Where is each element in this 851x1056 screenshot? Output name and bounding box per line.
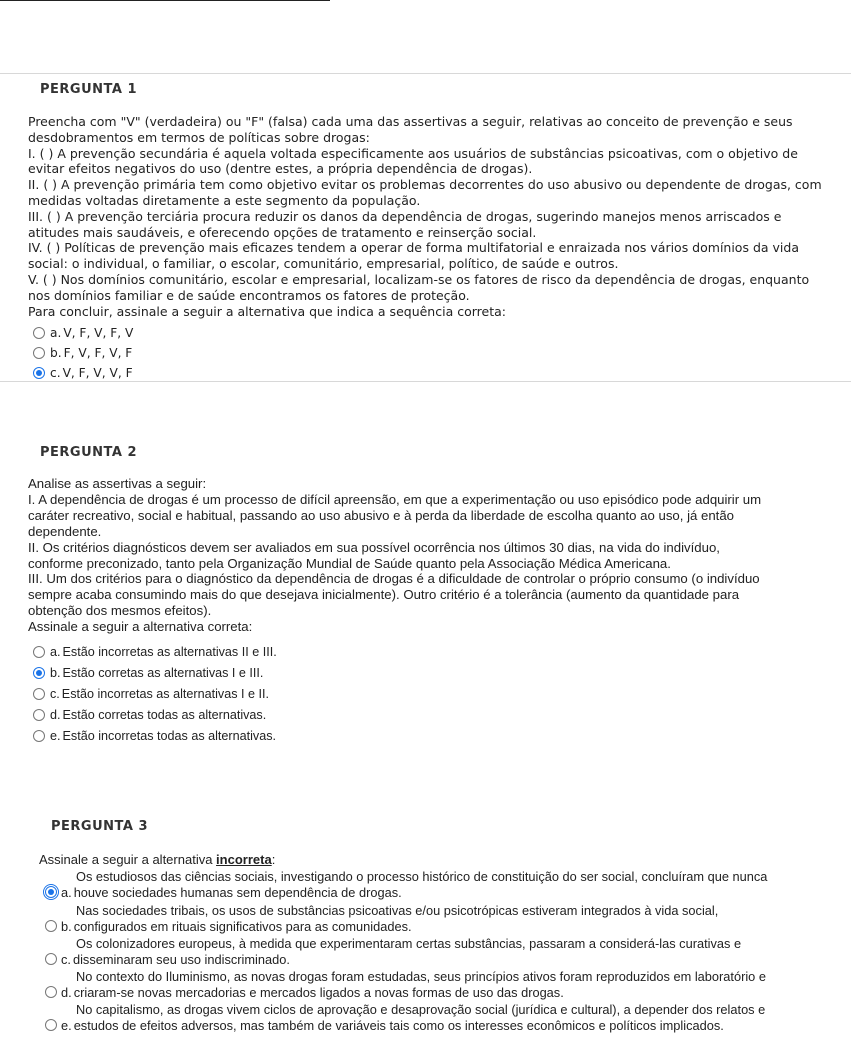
option-letter: d.	[50, 708, 61, 722]
radio-icon[interactable]	[33, 688, 45, 700]
question-2-option-e[interactable]	[33, 729, 276, 743]
question-1-text-line: II. ( ) A prevenção primária tem como objetivo evitar os problemas decorrentes do uso abusivo ou dependente de drogas, com	[28, 177, 822, 193]
option-text-line2: criaram-se novas mercadorias e mercados ligados a novas formas de uso das drogas.	[73, 984, 564, 1000]
option-text-line1: Os estudiosos das ciências sociais, investigando o processo histórico de constituição do ser social, concluíram que nunca	[76, 869, 768, 884]
question-1-text	[28, 114, 828, 319]
question-2-text-line: caráter recreativo, social e habitual, passando ao uso abusivo e à perda da liberdade de escolha quanto ao uso, já então	[28, 507, 735, 523]
question-2-text-line: I. A dependência de drogas é um processo de difícil apreensão, em que a experimentação ou uso episódico pode adquirir um	[28, 491, 762, 507]
option-text: V, F, V, F, V	[63, 326, 134, 340]
radio-icon[interactable]	[33, 709, 45, 721]
question-1-text-line: I. ( ) A prevenção secundária é aquela voltada especificamente aos usuários de substâncias psicoativas, com o objetivo de	[28, 145, 798, 161]
question-1-text-line: nos domínios familiar e de saúde encontramos os fatores de proteção.	[28, 287, 470, 303]
radio-icon[interactable]	[45, 986, 57, 998]
stem-emphasis: incorreta	[216, 852, 272, 867]
option-text: V, F, V, V, F	[62, 366, 133, 380]
question-1-option-c[interactable]	[33, 366, 133, 380]
option-text-line2: houve sociedades humanas sem dependência de drogas.	[73, 884, 402, 900]
question-1-text-line: IV. ( ) Políticas de prevenção mais eficazes tendem a operar de forma multifatorial e enraizada nos vários domínios da vida	[28, 240, 799, 256]
question-3-option-e[interactable]	[45, 1002, 835, 1033]
question-1-option-b[interactable]	[33, 346, 132, 360]
question-1-title: PERGUNTA 1	[40, 82, 138, 97]
radio-icon[interactable]	[45, 1019, 57, 1031]
question-3-option-d[interactable]	[45, 969, 835, 1000]
option-text-line2: configurados em rituais significativos para as comunidades.	[73, 918, 412, 934]
option-text-line2: estudos de efeitos adversos, mas também de variáveis tais como os interesses econômicos e políticos implicados.	[73, 1017, 724, 1033]
question-2-text-line: dependente.	[28, 523, 102, 539]
question-2-text-line: Assinale a seguir a alternativa correta:	[28, 619, 253, 635]
radio-selected-icon[interactable]	[33, 367, 45, 379]
option-text-line1: Nas sociedades tribais, os usos de substâncias psicoativas e/ou psicotrópicas estiveram integrados à vida social,	[76, 903, 719, 918]
question-2-text-line: obtenção dos mesmos efeitos).	[28, 603, 212, 619]
question-2-text-line: conforme preconizado, tanto pela Organização Mundial de Saúde quanto pela Associação Médica Americana.	[28, 555, 671, 571]
section-divider	[0, 73, 851, 74]
option-text: Estão corretas todas as alternativas.	[62, 708, 267, 722]
option-text: Estão incorretas as alternativas I e II.	[61, 687, 269, 701]
option-text: Estão corretas as alternativas I e III.	[62, 666, 264, 680]
question-3-option-b[interactable]	[45, 903, 835, 934]
option-letter: e.	[50, 729, 61, 743]
radio-selected-icon[interactable]	[45, 886, 57, 898]
radio-icon[interactable]	[45, 953, 57, 965]
question-3-option-a[interactable]	[45, 869, 835, 900]
question-2-title: PERGUNTA 2	[40, 445, 138, 460]
question-1-text-line: atitudes mais saudáveis, e oferecendo opções de tratamento e reinserção social.	[28, 224, 537, 240]
question-2-text-line: II. Os critérios diagnósticos devem ser avaliados em sua possível ocorrência nos últimos 30 dias, na vida do indivíduo,	[28, 539, 720, 555]
section-divider	[0, 381, 851, 382]
stem-colon: :	[271, 852, 276, 867]
option-letter: a.	[50, 645, 61, 659]
stem-text: Assinale a seguir a alternativa	[39, 852, 217, 867]
top-rule	[0, 0, 330, 1]
radio-icon[interactable]	[45, 920, 57, 932]
question-2-option-d[interactable]	[33, 708, 266, 722]
option-letter: b.	[61, 918, 72, 934]
radio-icon[interactable]	[33, 347, 45, 359]
option-letter: b.	[50, 666, 61, 680]
question-2-option-c[interactable]	[33, 687, 269, 701]
radio-selected-icon[interactable]	[33, 667, 45, 679]
question-1-text-line: social: o individual, o familiar, o escolar, comunitário, empresarial, político, de saúde e outros.	[28, 256, 619, 272]
question-1-text-line: medidas voltadas diretamente a este segmento da população.	[28, 192, 421, 208]
question-3-stem	[39, 852, 275, 867]
question-1-text-line: Preencha com "V" (verdadeira) ou "F" (falsa) cada uma das assertivas a seguir, relativas ao conceito de prevenção e seus	[28, 114, 793, 129]
question-2-option-a[interactable]	[33, 645, 277, 659]
question-3-option-c[interactable]	[45, 936, 835, 967]
radio-icon[interactable]	[33, 646, 45, 658]
option-letter: c.	[50, 366, 61, 380]
question-1-text-line: III. ( ) A prevenção terciária procura reduzir os danos da dependência de drogas, sugerindo manejos menos arriscados e	[28, 208, 782, 224]
option-text: Estão incorretas as alternativas II e III.	[62, 645, 277, 659]
option-letter: c.	[61, 951, 71, 967]
option-letter: a.	[50, 326, 62, 340]
option-letter: b.	[50, 346, 62, 360]
option-letter: e.	[61, 1017, 72, 1033]
question-2-text-line: sempre acaba consumindo mais do que desejava inicialmente). Outro critério é a tolerância (aumento da quantidade para	[28, 587, 740, 603]
option-letter: d.	[61, 984, 72, 1000]
option-letter: c.	[50, 687, 60, 701]
radio-icon[interactable]	[33, 730, 45, 742]
question-1-option-a[interactable]	[33, 326, 133, 340]
question-2-text-line: Analise as assertivas a seguir:	[28, 476, 207, 491]
option-text: Estão incorretas todas as alternativas.	[62, 729, 277, 743]
option-text-line1: Os colonizadores europeus, à medida que experimentaram certas substâncias, passaram a considerá-las curativas e	[76, 936, 742, 951]
question-1-text-line: Para concluir, assinale a seguir a alternativa que indica a sequência correta:	[28, 303, 506, 319]
question-2-text	[28, 476, 838, 635]
question-1-text-line: desdobramentos em termos de políticas sobre drogas:	[28, 129, 370, 145]
option-text-line1: No contexto do Iluminismo, as novas drogas foram estudadas, seus princípios ativos foram reproduzidos em laboratório e	[76, 969, 766, 984]
option-letter: a.	[61, 884, 72, 900]
option-text-line2: disseminaram seu uso indiscriminado.	[72, 951, 290, 967]
question-1-text-line: evitar efeitos negativos do uso (dentre estes, a própria dependência de drogas).	[28, 161, 533, 177]
question-1-text-line: V. ( ) Nos domínios comunitário, escolar e empresarial, localizam-se os fatores de risco da dependência de drogas, enquanto	[28, 271, 810, 287]
option-text: F, V, F, V, F	[63, 346, 133, 360]
option-text-line1: No capitalismo, as drogas vivem ciclos de aprovação e desaprovação social (jurídica e cultural), a depender dos relatos e	[76, 1002, 766, 1017]
question-3-title: PERGUNTA 3	[51, 819, 149, 834]
radio-icon[interactable]	[33, 327, 45, 339]
question-2-option-b[interactable]	[33, 666, 263, 680]
question-2-text-line: III. Um dos critérios para o diagnóstico da dependência de drogas é a dificuldade de controlar o próprio consumo (o indivíduo	[28, 571, 760, 587]
